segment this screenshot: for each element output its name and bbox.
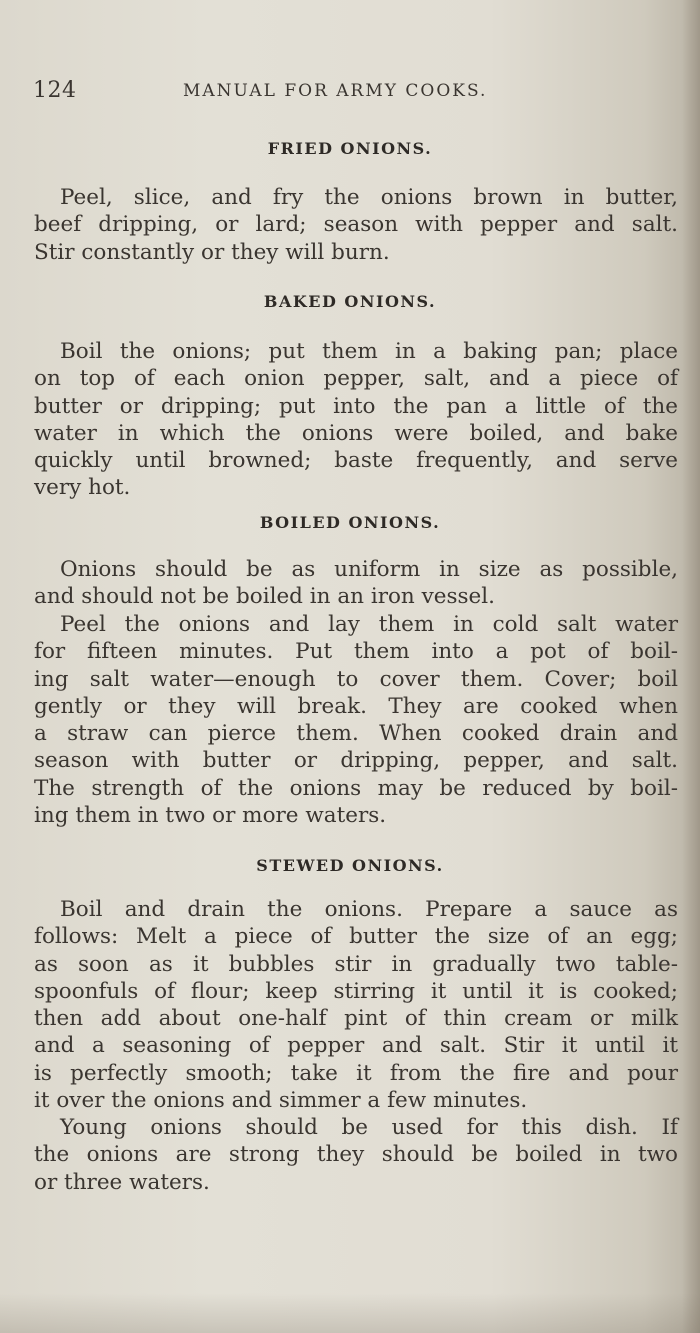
- text-line: water in which the onions were boiled, and bake: [34, 420, 678, 446]
- paragraph-boiled-onions-2: [34, 611, 678, 829]
- paragraph-baked-onions: [34, 338, 678, 502]
- text-line: butter or dripping; put into the pan a little of the: [34, 393, 678, 419]
- section-heading-baked-onions: BAKED ONIONS.: [263, 292, 437, 311]
- text-line: then add about one-half pint of thin cream or milk: [34, 1006, 678, 1032]
- paragraph-stewed-onions-2: [34, 1114, 678, 1196]
- page-header: [33, 78, 553, 108]
- text-line: is perfectly smooth; take it from the fire and pour: [34, 1060, 678, 1086]
- text-line: follows: Melt a piece of butter the size of an egg;: [34, 924, 678, 950]
- paragraph-stewed-onions-1: [34, 896, 678, 1114]
- text-line: ing salt water—enough to cover them. Cover; boil: [34, 666, 678, 692]
- text-line: Young onions should be used for this dish. If: [60, 1115, 678, 1140]
- text-line: season with butter or dripping, pepper, and salt.: [34, 748, 678, 774]
- text-line: Stir constantly or they will burn.: [34, 239, 390, 265]
- text-line: as soon as it bubbles stir in gradually two table-: [34, 951, 678, 977]
- section-heading-fried-onions: FRIED ONIONS.: [267, 139, 433, 158]
- text-line: or three waters.: [34, 1169, 210, 1195]
- page-edge-shadow: [682, 0, 700, 1333]
- running-title: MANUAL FOR ARMY COOKS.: [183, 81, 488, 101]
- section-heading-stewed-onions: STEWED ONIONS.: [256, 856, 444, 875]
- text-line: beef dripping, or lard; season with pepper and salt.: [34, 212, 678, 238]
- section-heading-boiled-onions: BOILED ONIONS.: [259, 513, 441, 532]
- text-line: gently or they will break. They are cooked when: [34, 693, 678, 719]
- text-line: ing them in two or more waters.: [34, 803, 387, 829]
- page-number: 124: [33, 78, 77, 103]
- text-line: for fifteen minutes. Put them into a pot of boil-: [34, 639, 678, 665]
- text-line: Peel the onions and lay them in cold salt water: [60, 612, 678, 637]
- text-line: quickly until browned; baste frequently, and serve: [34, 448, 678, 474]
- text-line: Boil and drain the onions. Prepare a sauce as: [60, 897, 678, 922]
- text-line: very hot.: [34, 475, 131, 501]
- paragraph-fried-onions: [34, 184, 678, 266]
- text-line: Peel, slice, and fry the onions brown in butter,: [60, 185, 678, 210]
- text-line: it over the onions and simmer a few minutes.: [34, 1088, 528, 1114]
- text-line: the onions are strong they should be boiled in two: [34, 1142, 678, 1168]
- text-line: Onions should be as uniform in size as possible,: [60, 557, 678, 582]
- text-line: spoonfuls of flour; keep stirring it until it is cooked;: [34, 978, 678, 1004]
- paragraph-boiled-onions-1: [34, 556, 678, 611]
- page-bottom-shadow: [0, 1293, 700, 1333]
- text-line: and a seasoning of pepper and salt. Stir it until it: [34, 1033, 678, 1059]
- text-line: The strength of the onions may be reduced by boil-: [34, 775, 678, 801]
- text-line: a straw can pierce them. When cooked drain and: [34, 721, 678, 747]
- text-line: and should not be boiled in an iron vessel.: [34, 584, 495, 610]
- text-line: on top of each onion pepper, salt, and a piece of: [34, 366, 678, 392]
- text-line: Boil the onions; put them in a baking pan; place: [60, 339, 678, 364]
